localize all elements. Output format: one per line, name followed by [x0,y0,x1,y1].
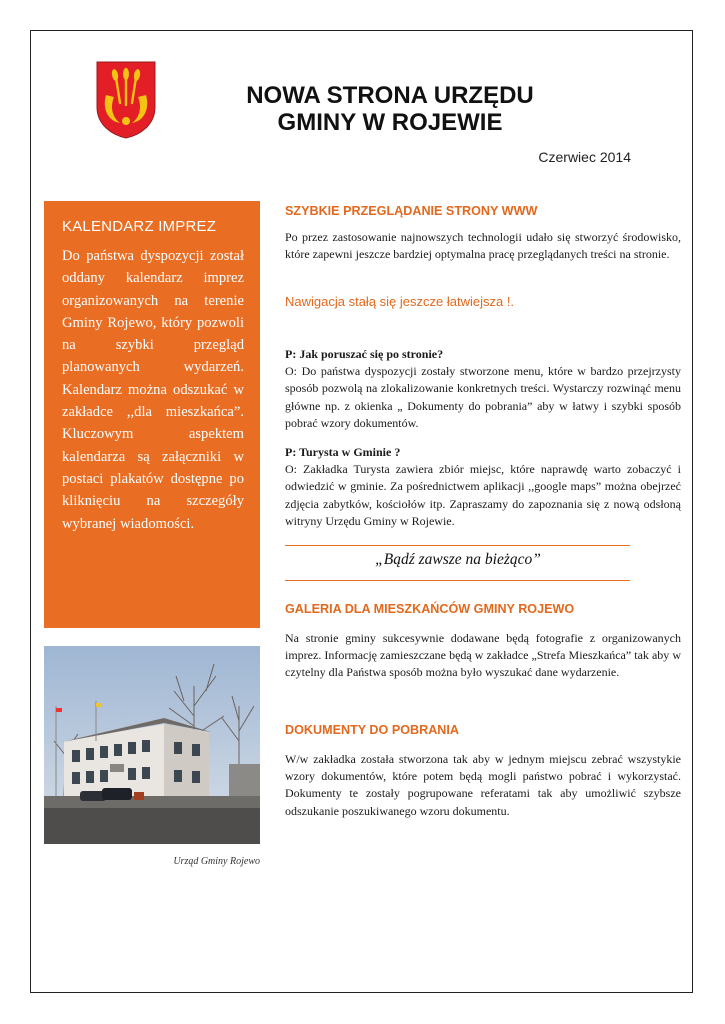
title-line-2: GMINY W ROJEWIE [277,109,503,136]
office-building-photo [44,646,260,844]
issue-date: Czerwiec 2014 [538,149,631,165]
qa-question: P: Turysta w Gminie ? [285,445,401,459]
sidebar-body: Do państwa dyspozycji został oddany kalendarz imprez organizowanych na terenie Gminy Rojewo, który pozwoli na szybki przegląd planowanych wydarzeń. Kalendarz można odszukać w zakładce ,,dla mieszkańca”. Kluczowym aspektem kalendarza są załączniki w postaci plakatów dostępne po kliknięciu na szczegóły wybranej wiadomości. [62,248,244,532]
qa-question: P: Jak poruszać się po stronie? [285,347,444,361]
photo-caption: Urząd Gminy Rojewo [173,856,260,867]
divider [285,545,630,546]
section-heading: SZYBKIE PRZEGLĄDANIE STRONY WWW [285,204,538,218]
section-intro [285,229,681,263]
section-heading: GALERIA DLA MIESZKAŃCÓW GMINY ROJEWO [285,602,575,616]
section-intro-text: Po przez zastosowanie najnowszych technologii udało się stworzyć środowisko, które zapewni jeszcze bardziej optymalna pracę przeglądanych treści na stronie. [285,230,681,262]
title-line-1: NOWA STRONA URZĘDU [246,82,534,109]
section-gallery-body [285,630,681,682]
navigation-subheading-text: Nawigacja stałą się jeszcze łatwiejsza !. [285,294,515,309]
navigation-subheading [285,294,681,309]
section-body-text: W/w zakładka została stworzona tak aby w jednym miejscu zebrać wszystykie wzory dokumentów, które potem będą mogli państwo pobrać i wykorzystać. Dokumenty te zostały pogrupowane referatami tak aby umożliwić szybsze odszukanie poszukiwanego wzoru dokumentu. [285,752,681,818]
qa-item [285,346,681,432]
qa-item [285,444,681,530]
qa-answer: O: Zakładka Turysta zawiera zbiór miejsc, które naprawdę warto zobaczyć i odwiedzić w gminie. Za pośrednictwem aplikacji ,,google maps” można obejrzeć zdjęcia zabytków, kościołów itp. Zapraszamy do zapoznania się z nową odsłoną witryny Urzędu Gminy w Rojewie. [285,462,681,528]
section-documents [285,723,681,737]
section-fast-browsing [285,204,681,218]
calendar-sidebar [44,201,260,628]
sidebar-heading: KALENDARZ IMPREZ [62,218,217,235]
section-body-text: Na stronie gminy sukcesywnie dodawane będą fotografie z organizowanych imprez. Informację zamieszczane będą w zakładce „Strefa Mieszkańca” tak aby w czytelny dla Państwa sposób można było wyszukać dane wydarzenie. [285,631,681,680]
divider [285,580,630,581]
section-heading: DOKUMENTY DO POBRANIA [285,723,459,737]
page-title [200,82,580,136]
section-documents-body [285,751,681,820]
pull-quote: „Bądź zawsze na bieżąco” [375,551,541,568]
qa-answer: O: Do państwa dyspozycji zostały stworzone menu, które w bardzo przejrzysty sposób pozwolą na zlokalizowanie konkretnych treści. Wystarczy rozwinąć menu główne np. z okienka „ Dokumenty do pobrania” aby w łatwy i szybki sposób pobrać wzory dokumentów. [285,364,681,430]
coat-of-arms-icon [96,61,156,139]
section-gallery [285,602,681,616]
